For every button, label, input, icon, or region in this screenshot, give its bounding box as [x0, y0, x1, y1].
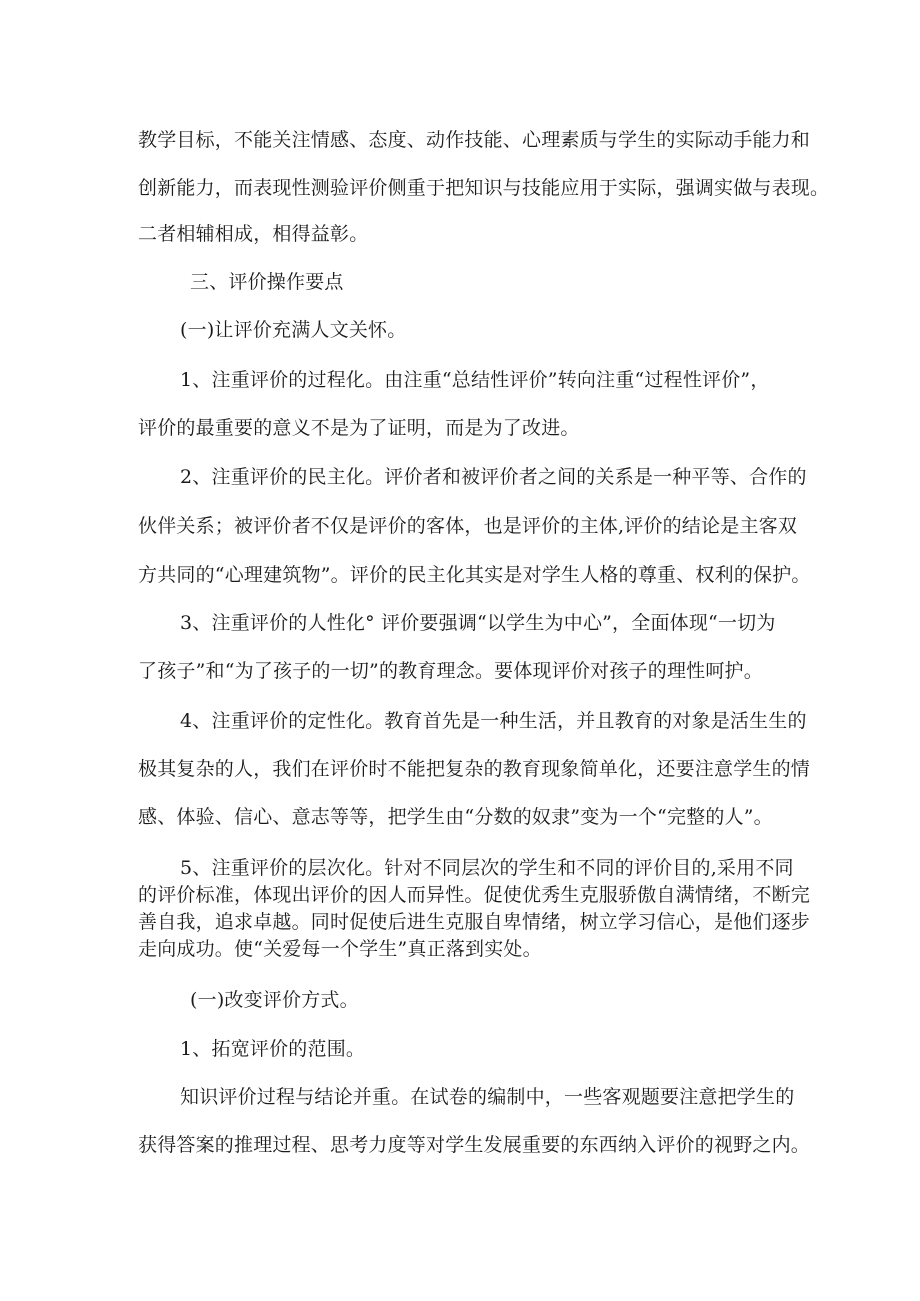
body-line: 伙伴关系；被评价者不仅是评价的客体，也是评价的主体,评价的结论是主客双 — [138, 515, 798, 537]
body-line: 教学目标，不能关注情感、态度、动作技能、心理素质与学生的实际动手能力和 — [138, 129, 811, 151]
body-line: 获得答案的推理过程、思考力度等对学生发展重要的东西纳入评价的视野之内。 — [138, 1134, 811, 1156]
body-line: 3、注重评价的人性化° 评价要强调“以学生为中心”，全面体现“一切为 — [180, 612, 776, 634]
body-line: 极其复杂的人，我们在评价时不能把复杂的教育现象简单化，还要注意学生的情 — [138, 758, 811, 780]
subsection-heading: (一)改变评价方式。 — [190, 989, 359, 1011]
section-heading: 三、评价操作要点 — [190, 271, 344, 293]
body-line: 评价的最重要的意义不是为了证明，而是为了改进。 — [138, 417, 580, 439]
body-line: 了孩子”和“为了孩子的一切”的教育理念。要体现评价对孩子的理性呵护。 — [138, 660, 763, 682]
body-line: 1、注重评价的过程化。由注重“总结性评价”转向注重“过程性评价”， — [180, 369, 770, 391]
body-line: 的评价标准，体现出评价的因人而异性。促使优秀生克服骄傲自满情绪，不断完 — [138, 884, 811, 906]
body-line: 2、注重评价的民主化。评价者和被评价者之间的关系是一种平等、合作的 — [180, 466, 807, 488]
body-line: 二者相辅相成，相得益彰。 — [138, 223, 369, 245]
body-line: 1、拓宽评价的范围。 — [180, 1038, 366, 1060]
body-line: 方共同的“心理建筑物”。评价的民主化其实是对学生人格的尊重、权利的保护。 — [138, 564, 811, 586]
body-line: 知识评价过程与结论并重。在试卷的编制中，一些客观题要注意把学生的 — [180, 1086, 795, 1108]
body-line: 创新能力，而表现性测验评价侧重于把知识与技能应用于实际，强调实做与表现。 — [138, 177, 830, 199]
body-line: 善自我，追求卓越。同时促使后进生克服自卑情绪，树立学习信心，是他们逐步 — [138, 911, 811, 933]
body-line: 感、体验、信心、意志等等，把学生由“分数的奴隶”变为一个“完整的人”。 — [138, 806, 773, 828]
body-line: 4、注重评价的定性化。教育首先是一种生活，并且教育的对象是活生生的 — [180, 710, 807, 732]
body-line: 5、注重评价的层次化。针对不同层次的学生和不同的评价目的,采用不同 — [180, 857, 794, 879]
subsection-heading: (一)让评价充满人文关怀。 — [180, 319, 407, 341]
body-line: 走向成功。使“关爱每一个学生”真正落到实处。 — [138, 938, 542, 960]
